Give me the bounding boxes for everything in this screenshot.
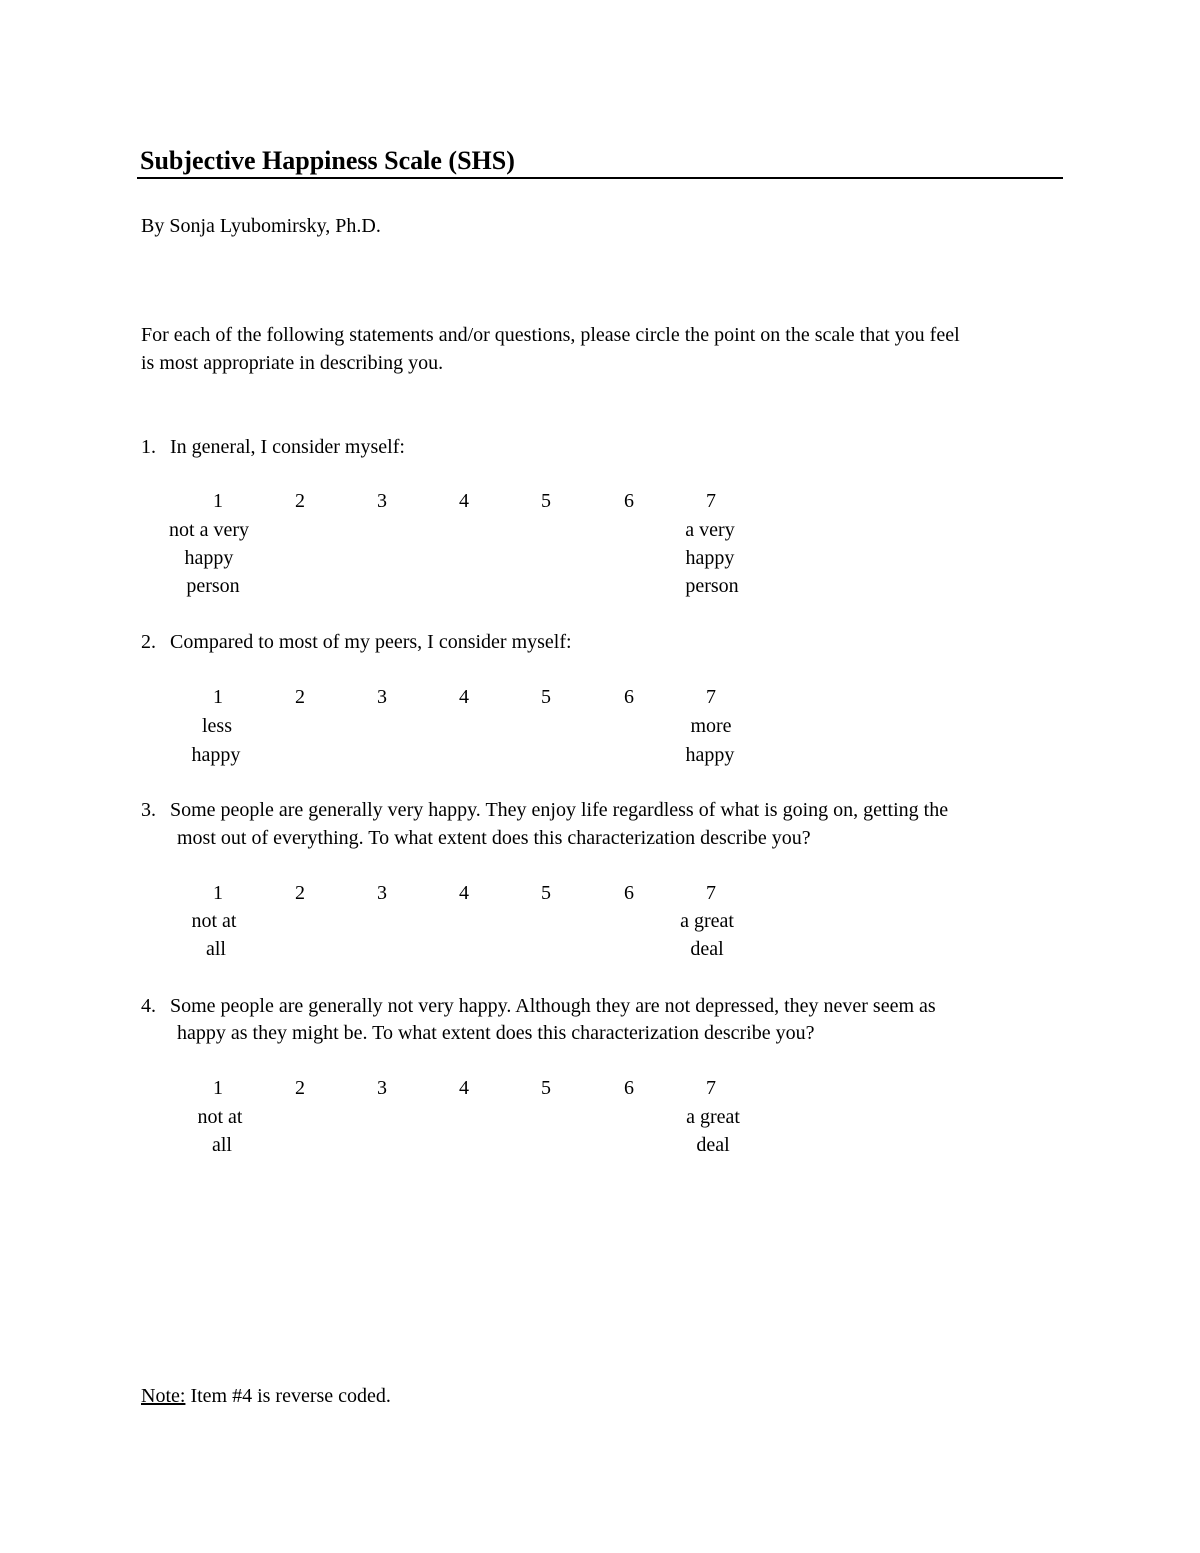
high-anchor-label: person [685,575,739,597]
low-anchor-label: all [206,938,226,960]
instructions-line-1: For each of the following statements and/or questions, please circle the point on the scale that you feel [141,324,960,346]
scale-point-6[interactable]: 6 [624,1077,634,1099]
scale-point-3[interactable]: 3 [377,686,387,708]
question-4-number: 4. [141,995,156,1017]
scale-point-7[interactable]: 7 [706,686,716,708]
high-anchor-label: deal [690,938,724,960]
scale-point-6[interactable]: 6 [624,686,634,708]
scale-point-3[interactable]: 3 [377,490,387,512]
low-anchor-label: not a very [169,519,249,541]
scale-point-4[interactable]: 4 [459,490,469,512]
note-text: Item #4 is reverse coded. [185,1385,391,1407]
scale-point-7[interactable]: 7 [706,490,716,512]
question-4-text-line-2: happy as they might be. To what extent does this characterization describe you? [177,1022,815,1044]
question-4-text-line-1: Some people are generally not very happy. Although they are not depressed, they never seem as [170,995,936,1017]
scale-point-5[interactable]: 5 [541,686,551,708]
scale-point-1[interactable]: 1 [213,686,223,708]
scale-point-4[interactable]: 4 [459,686,469,708]
low-anchor-label: not at [197,1106,243,1128]
scale-point-1[interactable]: 1 [213,1077,223,1099]
question-2-text: Compared to most of my peers, I consider myself: [170,631,572,653]
scale-point-3[interactable]: 3 [377,882,387,904]
question-3-number: 3. [141,799,156,821]
question-3-text-line-1: Some people are generally very happy. They enjoy life regardless of what is going on, getting the [170,799,949,821]
question-2-number: 2. [141,631,156,653]
high-anchor-label: happy [685,744,735,766]
scale-point-7[interactable]: 7 [706,1077,716,1099]
low-anchor-label: happy [184,547,234,569]
scale-point-6[interactable]: 6 [624,490,634,512]
scale-point-1[interactable]: 1 [213,490,223,512]
question-1-number: 1. [141,436,156,458]
author-line: By Sonja Lyubomirsky, Ph.D. [141,215,381,237]
high-anchor-label: a great [680,910,734,932]
low-anchor-label: all [212,1134,232,1156]
page-title: Subjective Happiness Scale (SHS) [140,146,515,175]
footer-note [141,1386,391,1406]
question-1-text: In general, I consider myself: [170,436,405,458]
high-anchor-label: a great [686,1106,740,1128]
note-label: Note: [141,1385,186,1407]
scale-point-5[interactable]: 5 [541,1077,551,1099]
scale-point-6[interactable]: 6 [624,882,634,904]
low-anchor-label: not at [191,910,237,932]
low-anchor-label: less [202,715,232,737]
question-3-text-line-2: most out of everything. To what extent does this characterization describe you? [177,827,811,849]
scale-point-2[interactable]: 2 [295,1077,305,1099]
high-anchor-label: deal [696,1134,730,1156]
scale-point-3[interactable]: 3 [377,1077,387,1099]
instructions-line-2: is most appropriate in describing you. [141,352,444,374]
scale-point-2[interactable]: 2 [295,490,305,512]
scale-point-1[interactable]: 1 [213,882,223,904]
scale-point-5[interactable]: 5 [541,490,551,512]
high-anchor-label: a very [685,519,735,541]
title-divider [137,177,1063,179]
scale-point-4[interactable]: 4 [459,1077,469,1099]
low-anchor-label: happy [191,744,241,766]
high-anchor-label: more [690,715,732,737]
scale-point-5[interactable]: 5 [541,882,551,904]
scale-point-2[interactable]: 2 [295,882,305,904]
high-anchor-label: happy [685,547,735,569]
scale-point-2[interactable]: 2 [295,686,305,708]
scale-point-7[interactable]: 7 [706,882,716,904]
low-anchor-label: person [186,575,240,597]
scale-point-4[interactable]: 4 [459,882,469,904]
